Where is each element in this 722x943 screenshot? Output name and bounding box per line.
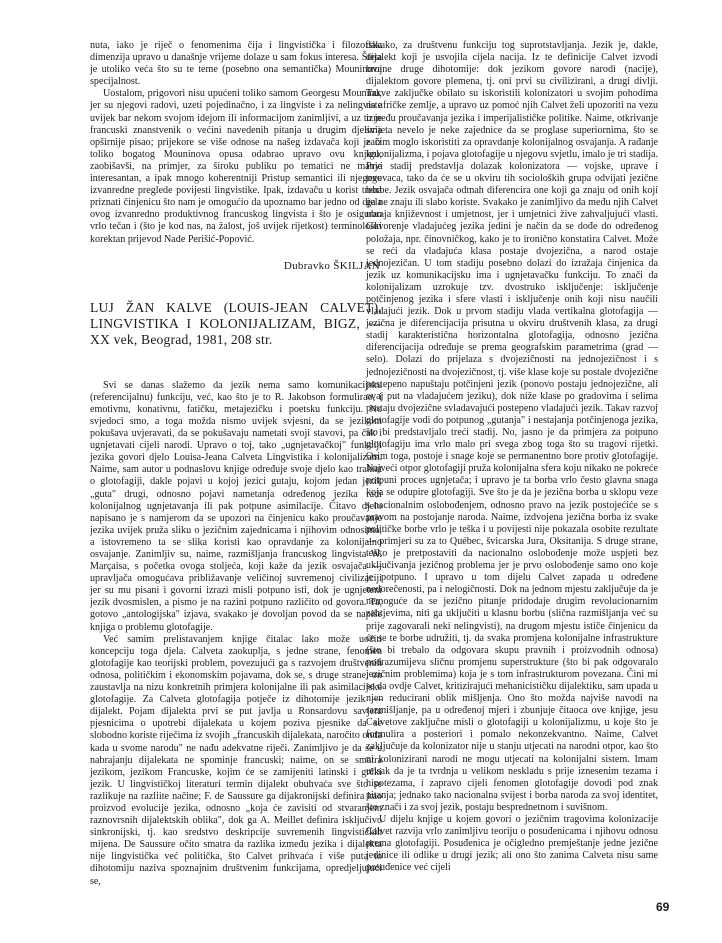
paragraph: U dijelu knjige u kojem govori o jezičnim tragovima kolonizacije Calvet razvija vrlo zanimljivu teoriju o posuđenicama i njihovu odnosu prema glotofagiji. Posuđenica je očigledno premještanje jedne jezične jedinice ili odlike u drugi jezik; ali ono što zanima Calveta nisu same posuđenice već cijeli xyxy=(366,814,658,874)
paragraph: Uostalom, prigovori nisu upućeni toliko samom Georgesu Mouninu, jer su njegovi radovi, uzeti pojedinačno, i za lingviste i za nelingviste uvijek bar nekom svojom idejom ili informacijom zanimljivi, a uz to je francuski znanstvenik o većini navedenih pitanja u drugim djelima opširnije pisao; prijekore se više odnose na našeg izdavača koji je iz toliko bogatog Mouninova opusa odabrao upravo ovu knjigu, zaobišavši, na primjer, za široku publiku po tematici ne manje interesantan, a ipak mnogo koherentniji Pristup semantici ili njegove izvanredne preglede povijesti lingvistike. Ipak, izdavaču u korist treba priznati činjenicu što nam je omogućio da upoznamo bar jedno od djela ovog izvanredno produktivnog francuskog lingvista i što je osigurao vrlo tečan i (što je kod nas, na žalost, još uvijek rijetkost) terminološki korektan prijevod Nade Perišić-Popović. xyxy=(90,88,382,245)
paragraph: dakako, za društvenu funkciju tog suprotstavljanja. Jezik je, dakle, dijalekt koji je usvojila cijela nacija. Iz te definicije Calvet izvodi brojne druge dihotomije: dok jezikom govore narodi (nacije), dijalektom govore plemena, tj. oni prvi su civilizirani, a drugi divlji. Takve zaključke obilato su iskoristili kolonizatori u svojim pohodima na afričke zemlje, a upravo uz pomoć njih Calvet želi upozoriti na vezu između proučavanja jezika i imperijalističke politike. Naime, otkrivanje svijeta nevelo je neke zajednice da se proglase superiornima, što se začim moglo iskoristiti za opravdanje kolonijalnog osvajanja. A rađanje kolonijalizma, i pojava glotofagije u njegovu svjetlu, imalo je tri stadija. Prvi stadij predstavlja dolazak kolonizatora — vojske, uprave i trgovaca, tako da će se u okviru tih socioloških grupa odvijati jezične borbe. Jezik osvajača odmah diferencira one koji ga znaju od onih koji ga ne znaju ili slabo koriste. Svakako je zanimljivo da među njih Calvet ubraja književnost i umjetnost, jer i umjetnici žive zahvaljujući vlasti. Govorenje vladajućeg jezika jedini je način da se dođe do određenog položaja, npr. činovničkog, kako je to ironično konstatira Calvet. Može se reći da vladajuća klasa postaje dvojezična, a narod ostaje jednojezičan. U tom stadiju posebno dolazi do izražaja činjenica da jezik uz komunikacijsku ima i ugnjetavačku funkciju. To znači da kolonijalizam uzrokuje tzv. dvostruko isključenje: isključenje potčinjenog jezika i sfere vlasti i isključenje onih koji nisu naučili vladajući jezik. Dok u prvom stadiju vlada vertikalna glotofagija — jezična je diferencijacija prisutna u okviru društvenih klasa, za drugi stadij karakteristična horizontalna glotofagija, odnosno jezična diferencijacija određuje se prema geografskim parametrima (grad — selo). Dolazi do prijelaza s dvojezičnosti na jednojezičnost i s jednojezičnosti na dvojezičnost, tj. više klase koje su postale dvojezične postepeno napuštaju potčinjeni jezik (ponovo postaju jednojezične, ali ovaj put na vladajućem jeziku), dok niže klase po gradovima i selima postaju dvojezične svladavajući postepeno vladajući jezik. Takav razvoj glotofagije vodi do potpunog „gutanja" i nestajanja potčinjenoga jezika, što bi predstavljalo treći stadij. No, jasno je da primjera za potpuno glotofagiju ima vrlo malo pri svega zbog toga što su tragovi rijetki. Osim toga, postoje i snage koje se permanentno bore protiv glotofagije. Najveći otpor glotofagiji pruža kolonijalna sfera koju nikako ne pokreće potpuni proces ugnjetača; i upravo je ta borba vrlo često glavna snaga koja se odupire glotofagiji. Sve što je da je jezična borba u sklopu veze s nacionalnim oslobođenjem, odnosno pravo na jezik postojećiće se s pravom na postojanje naroda. Naime, izdvojena jezična borba iz svake političke borbe vrlo je teška i u povijesti nije pokazala osobite rezultate — primjeri su za to Québec, švicarska Jura, Oksitanija. S druge strane, teško je pretpostaviti da nacionalno oslobođenje može uspjeti bez uključivanja jezičnog problema jer je prvo oslobođenje samo ono koje je potpuno. I upravo u tom dijelu Calvet zapada u određene nedorečenosti, pa i nelogičnosti. Dok na jednom mjestu zaključuje da je nemoguće da se jezično pitanje pridodaje drugim revolucionarnim zahtjevima, niti ga uključiti u klasnu borbu (slična razmišljanja već su prije zagovarali neki nelingvisti), na drugom mjestu ističe činjenicu da će se te borbe udružiti, tj. da svaka promjena kolonijalne infrastrukture (što bi trebalo da odgovara skupu pravnih i proizvodnih odnosa) podrazumijeva sličnu promjenu superstrukture (što bi pak odgovaralo jezičnim problemima) koja je s tom infrastrukturom povezana. Čini mi se da ovdje Calvet, kritizirajući mehanicističku dijalektiku, sam upada u njen reducirani oblik mišljenja. Ono što možda najviše navodi na razmišljanje, pa u određenoj mjeri i zbunjuje čitaoca ove knjige, jesu Calvetove zaključne misli o glotofagiji u kolonijalizmu, u koje što je formulira a posteriori i pomalo nekonzekvantno. Naime, Calvet zaključuje da kolonizator nije u stanju utjecati na narodni otpor, kao što ni kolonizirani narodi ne mogu utjecati na kolonijalni sistem. Imam utisak da je ta tvrdnja u velikom neskladu s prije iznesenim tezama i hipotezama, i zapravo cijeli fenomen glotofagije dovodi pod znak pitanja; jednako tako nacionalna svijest i borba naroda za svoj identitet, što znači i za svoj jezik, postaju besprednetnom i suvišnom. xyxy=(366,40,658,813)
review-signature: Dubravko ŠKILJAN xyxy=(283,259,380,272)
left-column xyxy=(90,40,382,888)
page-number: 69 xyxy=(656,900,670,914)
paragraph: Već samim prelistavanjem knjige čitalac lako može uočiti koncepciju toga djela. Calveta zaokuplja, s jedne strane, fenomen glotofagije kao teorijski problem, povezujući ga s razvojem društvenih odnosa, političkim i ekonomskim pojavama, dok se, s druge strane, on zaustavlja na nizu konkretnih primjera kolonijalne ili pak asimilacijske glotofagije. Za Calveta glotofagija potječe iz dihotomije jezik — dijalekt. Pojam dijalekta prvi se put javlja u Ronsardovu savjetu pjesnicima o upotrebi dijalekata u kojem poziva pjesnike da se slobodno koriste riječima iz svojih „francuskih dijalekata, naročito onda kada u svome narodu" ne nađu adekvatne riječi. Zanimljivo je da se u nabrajanju dijalekata ne spominje francuski; naime, on se smatra jezikom, jezikom Francuske, kojim će se zamijeniti latinski i grčki jezik. U lingvističkoj literaturi termin dijalekt obuhvaća sve što se razlikuje na razliite načine; F. de Saussure ga dijakronijski definira kao proizvod evolucije jezika, odnosno „koja će zavisiti od stvaranjem raznovrsnih dijalektskih oblika", dok ga A. Meillet definira isključivo sinkronijski, tj. kao sredstvo deskripcije suvremenih lingvističkih mijena. De Saussure očito smatra da razlika između jezika i dijalekta nije lingvistička već politička, što Calvet prihvaća i više puta to dihotomiju naziva spoznajnim društvenim funkcijama, opredjeljujući se, xyxy=(90,633,382,887)
review-heading: LUJ ŽAN KALVE (LOUIS-JEAN CALVET), LINGVISTIKA I KOLONIJALIZAM, BIGZ, — XX vek, Beograd, 1981, 208 str. xyxy=(90,299,382,347)
right-column xyxy=(366,40,658,874)
paragraph: Svi se danas slažemo da jezik nema samo komunikacijsku (referencijalnu) funkciju, već, kao što je to R. Jakobson formulirao, i emotivnu, konativnu, fatičku, metajezičku i poetsku funkciju. No svjedoci smo, a toga možda nismo uvijek svjesni, da se jezikom pokušava uvjeravati, da se pokušavaju nametati svoji stavovi, pa čak i ugnjetavati cijeli narodi. Upravo o toj, tako „ugnjetavačkoj" funkciji jezika govori djelo Louisa-Jeana Calveta Lingvistika i kolonijalizam. Naime, sam autor u podnaslovu knjige određuje svoje djelo kao traktat o glotofagiji, dakle pojavi u kojoj jezici gutaju, kojom jedan jezik „guta" drugi, odnosno pojavi nametanja određenog jezika radi kolonijalnog ugnjetavanja ili pak potpune asimilacije. Čitavo djelo napisano je s namjerom da se upozori na činjenicu kako proučavanje jezika uvijek pruža sliku o jezičnim zajednicama i njihovim odnosima, a istovremeno ta se slika koristi kao opravdanje za kolonijalno osvajanje. Zanimljiv su, naime, razmišljanja francuskog lingvista W. Marçaisa, s početka ovoga stoljeća, koji kaže da jezik osvajača — upravljača omogućava približavanje veličinoj suvremenoj civilizaciji jer su mu pisani i govorni izrazi misli potpuno isti, dok je ugnjeteni jezik dvosmislen, a pismo je na razini potpuno različito od govora. Ta, gotovo „antologijska" izjava, svakako je dovoljan povod da se napiše knjiga o problemu glotofagije. xyxy=(90,379,382,633)
paragraph: nuta, iako je riječ o fenomenima čija i lingvistička i filozofska dimenzija upravo u današnje vrijeme dolaze u sam fokus interesa. Šteta je utoliko veća što su te teme (posebno ona semantička) Mouninova specijalnost. xyxy=(90,40,382,88)
